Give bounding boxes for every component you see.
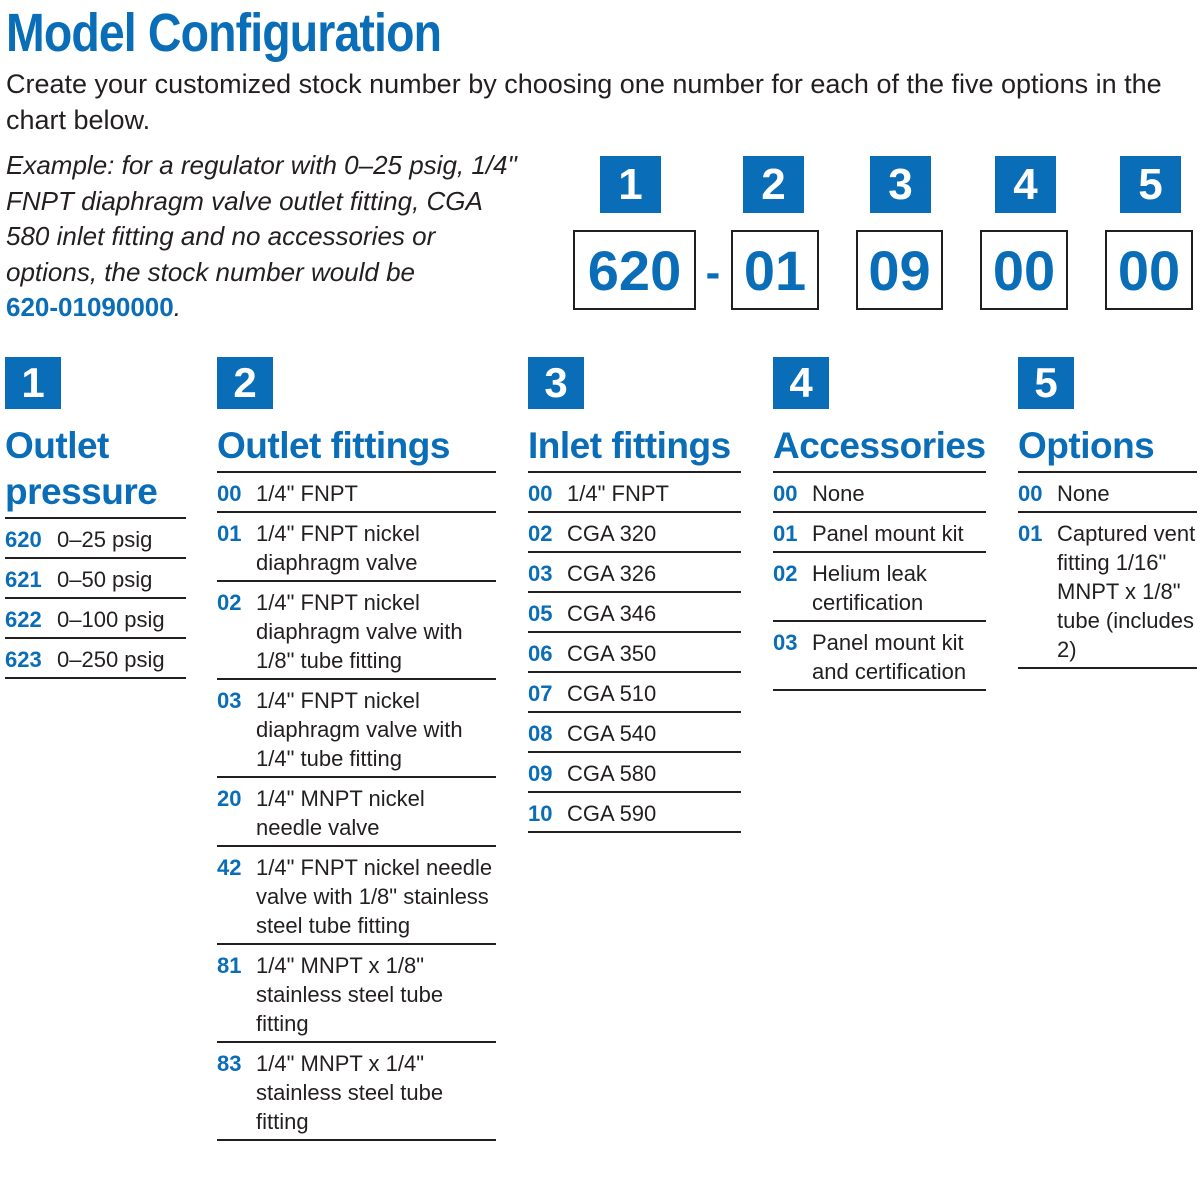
column-options [1018,357,1197,669]
intro-text: Create your customized stock number by choosing one number for each of the five options in the chart below. [6,69,1162,135]
option-row [528,473,741,513]
stock-step-2: 2 [743,156,804,213]
option-code: 09 [528,761,553,786]
option-description: 1/4" MNPT nickel needle valve [256,786,425,840]
option-code: 03 [773,630,798,655]
option-row [528,793,741,833]
stock-separator: - [705,248,721,297]
option-row [5,559,186,599]
option-code: 01 [1018,521,1043,546]
option-code: 03 [528,561,553,586]
option-code: 623 [5,647,42,672]
column-title [773,423,986,469]
option-description: CGA 540 [567,721,657,746]
option-description: 1/4" FNPT nickel diaphragm valve with 1/8" tube fitting [256,590,463,673]
option-list [773,471,986,691]
option-row [773,553,986,622]
option-code: 00 [528,481,553,506]
option-code: 620 [5,527,42,552]
option-list [1018,471,1197,669]
stock-value-box-2: 01 [731,230,819,310]
stock-step-3: 3 [870,156,931,213]
option-code: 01 [217,521,242,546]
option-code: 621 [5,567,42,592]
option-description: 1/4" FNPT nickel diaphragm valve [256,521,420,575]
column-title-line: Outlet [5,425,109,466]
column-number-badge: 1 [5,357,61,409]
column-title [1018,423,1197,469]
option-row [217,582,496,680]
page-title: Model Configuration [6,3,442,63]
option-code: 00 [217,481,242,506]
option-row [528,753,741,793]
example-description: Example: for a regulator with 0–25 psig, 1/4" FNPT diaphragm valve outlet fitting, CGA 580 inlet fitting and no accessories or options, the stock number would be [6,150,517,287]
option-description: 0–50 psig [57,567,153,592]
stock-step-4: 4 [995,156,1056,213]
option-list [5,517,186,679]
option-code: 08 [528,721,553,746]
column-title-line: Inlet fittings [528,425,731,466]
column-title-line: pressure [5,471,158,512]
column-number-badge: 5 [1018,357,1074,409]
option-code: 02 [773,561,798,586]
option-description: 0–250 psig [57,647,165,672]
option-description: 0–100 psig [57,607,165,632]
option-row [773,513,986,553]
option-description: None [1057,481,1110,506]
option-row [528,513,741,553]
option-row [217,945,496,1043]
stock-step-1: 1 [600,156,661,213]
option-code: 06 [528,641,553,666]
option-row [528,633,741,673]
column-title-line: Accessories [773,425,986,466]
stock-value-box-5: 00 [1105,230,1193,310]
option-description: Panel mount kit and certification [812,630,967,684]
option-description: CGA 590 [567,801,657,826]
option-code: 01 [773,521,798,546]
option-row [5,599,186,639]
column-outlet-fittings [217,357,496,1141]
option-description: 1/4" FNPT nickel needle valve with 1/8" stainless steel tube fitting [256,855,493,938]
stock-step-5: 5 [1120,156,1181,213]
stock-value-box-1: 620 [573,230,696,310]
option-row [217,778,496,847]
column-inlet-fittings [528,357,741,833]
column-outlet-pressure [5,357,186,679]
option-row [773,473,986,513]
option-code: 07 [528,681,553,706]
option-description: CGA 320 [567,521,657,546]
option-code: 622 [5,607,42,632]
option-code: 20 [217,786,242,811]
option-code: 83 [217,1051,242,1076]
option-code: 42 [217,855,242,880]
option-row [217,847,496,945]
option-description: Panel mount kit [812,521,964,546]
option-code: 81 [217,953,242,978]
option-code: 00 [773,481,798,506]
column-title [528,423,741,469]
option-row [528,553,741,593]
option-description: 1/4" FNPT [567,481,669,506]
option-list [528,471,741,833]
option-row [217,473,496,513]
option-list [217,471,496,1141]
column-title [5,423,186,515]
option-description: 1/4" MNPT x 1/8" stainless steel tube fitting [256,953,444,1036]
option-row [5,519,186,559]
column-number-badge: 3 [528,357,584,409]
option-description: None [812,481,865,506]
option-row [1018,473,1197,513]
column-title [217,423,496,469]
option-row [528,713,741,753]
column-title-line: Outlet fittings [217,425,450,466]
option-description: CGA 510 [567,681,657,706]
stock-value-box-4: 00 [980,230,1068,310]
option-row [217,513,496,582]
option-description: Captured vent fitting 1/16" MNPT x 1/8" tube (includes 2) [1057,521,1196,662]
option-description: CGA 326 [567,561,657,586]
option-description: 1/4" FNPT nickel diaphragm valve with 1/4" tube fitting [256,688,463,771]
option-code: 05 [528,601,553,626]
example-period: . [173,292,181,322]
stock-value-box-3: 09 [856,230,943,310]
option-row [1018,513,1197,669]
option-row [217,1043,496,1141]
option-code: 02 [217,590,242,615]
column-accessories [773,357,986,691]
example-stock-number: 620-01090000 [6,292,174,322]
option-code: 02 [528,521,553,546]
option-code: 10 [528,801,553,826]
option-row [5,639,186,679]
option-code: 00 [1018,481,1043,506]
option-row [528,593,741,633]
option-description: Helium leak certification [812,561,927,615]
option-code: 03 [217,688,242,713]
option-row [217,680,496,778]
column-number-badge: 4 [773,357,829,409]
option-description: CGA 580 [567,761,657,786]
column-title-line: Options [1018,425,1155,466]
example-text [6,148,526,326]
option-row [528,673,741,713]
option-description: CGA 346 [567,601,657,626]
column-number-badge: 2 [217,357,273,409]
option-description: 1/4" MNPT x 1/4" stainless steel tube fitting [256,1051,444,1134]
option-description: 1/4" FNPT [256,481,358,506]
option-description: CGA 350 [567,641,657,666]
option-description: 0–25 psig [57,527,153,552]
option-row [773,622,986,691]
